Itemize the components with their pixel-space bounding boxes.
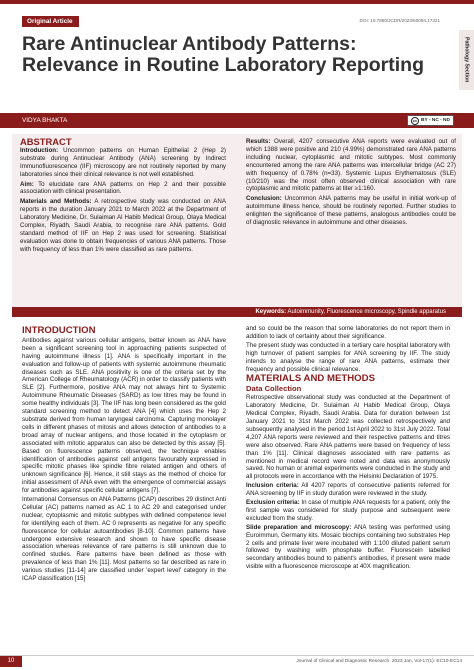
introduction-continued: and so could be the reason that some laboratories do not report them in addition to lack of certainty about their significance. — [246, 325, 450, 340]
abstract-left-column — [20, 138, 226, 256]
section-side-tab-label: Pathology Section — [463, 37, 470, 83]
abstract-results-text: Overall, 4207 consecutive ANA reports were evaluated out of which 1388 were positive and 210 (4.99%) demonstrated rare ANA patterns including nuclear, cytoplasmic and mitotic subtypes. Most commonly encountered among the rare ANA patterns was intercellular bridge (AC 27) with frequency of 0.78% (n=33). Systemic Lupus Erythematosus (SLE) (10/210) was the most often observed clinical association with rare cytoplasmic and mitotic patterns at titer ≥1:160. — [246, 138, 456, 193]
abstract-aim-label: Aim: — [20, 180, 34, 188]
exclusion-criteria-text: In case of multiple ANA requests for a patient, only the first sample was considered for study purpose and subsequent were excluded from the study. — [246, 499, 450, 522]
page-number: 10 — [0, 656, 22, 667]
abstract-conclusion-label: Conclusion: — [246, 195, 282, 203]
abstract-introduction-label: Introduction: — [20, 146, 59, 154]
journal-citation: Journal of Clinical and Diagnostic Research. 2023 Jan, Vol-17(1): EC10-EC14 — [296, 659, 462, 664]
slide-preparation — [246, 524, 450, 571]
study-purpose-paragraph: The present study was conducted in a tertiary care hospital laboratory with high turnover of patient samples for ANA screening by IIF. The study intends to analyse the range of rare ANA patterns, estimate their frequency and possible clinical relevance. — [246, 341, 450, 373]
abstract-results-label: Results: — [246, 138, 271, 145]
abstract-conclusion-text: Uncommon ANA patterns may be useful in initial work-up of autoimmune illness hence, should be routinely reported. Further studies to enlighten the significance of these patterns, analogous antibodies could be of diagnostic relevance in autoimmune and other diseases. — [246, 195, 456, 227]
article-type-label: Original Article — [22, 16, 79, 27]
keywords-text: Autoimmunity, Fluorescence microscopy, Spindle apparatus — [287, 308, 446, 315]
inclusion-criteria — [246, 482, 450, 498]
doi-text[interactable]: DOI: 10.7860/JCDR/2023/60094.17321 — [359, 18, 440, 23]
abstract-right-column — [246, 138, 456, 229]
data-collection-paragraph: Retrospective observational study was conducted at the Department of Laboratory Medicine, Dr. Sulaiman Al Habib Medical Group, Olaya Medical Complex, Riyadh, Saudi Arabia. Data for duration between 1st January 2021 to 31st March 2022 was collected retrospectively and subsequently analysed in the period 1st April 2022 to 31st July 2022. Total 4,207 ANA reports were reviewed and their respective patterns and titres were also observed. Rare ANA patterns were based on frequency of less than 1% [11]. Clinical diagnoses associated with rare patterns as mentioned in medical record were noted and data was anonymously saved. No human or animal experiments were conducted in the study and all protocols were in accordance with the Helsinki Declaration of 1975. — [246, 394, 450, 481]
footer-divider — [0, 655, 474, 656]
introduction-heading: INTRODUCTION — [22, 325, 96, 336]
body-right-column — [246, 325, 450, 572]
abstract-conclusion — [246, 195, 456, 227]
body-left-column — [22, 325, 226, 584]
keywords — [255, 309, 446, 315]
abstract-methods-text: A retrospective study was conducted on ANA reports in the duration January 2021 to March 2022 at the Department of Laboratory Medicine, Dr. Sulaiman Al Habib Medical Group, Olaya Medical Complex, Riyadh, Saudi Arabia, to recognise rare ANA patterns. Gold standard method of IIF on Hep 2 was used for screening. Statistical evaluation was done to obtain frequencies of various ANA patterns. Those with frequency of less than 1% were classified as rare patterns. — [20, 198, 226, 253]
section-side-tab — [459, 30, 474, 90]
abstract-aim — [20, 181, 226, 197]
keywords-label: Keywords: — [255, 308, 287, 315]
abstract-results — [246, 138, 456, 193]
slide-preparation-label: Slide preparation and microscopy: — [246, 523, 352, 531]
introduction-paragraph-1: Antibodies against various cellular antigens, better known as ANA have been a significant screening tool in approaching patients suspected of having autoimmune illness [1]. ANA is specifically important in the evaluation and follow-up of patients with systemic autoimmune rheumatic diseases such as SLE. ANA positivity is one of the criteria set by the American College of Rheumatology (ACR) in order to classify patients with SLE [2]. Furthermore, positive ANA may not always hint to Systemic Autoimmune Rheumatic Diseases (SARD) as low titres may be found in some healthy individuals [3]. The IIF has long been considered as the gold standard screening method to detect ANA [4] which uses the Hep 2 substrate derived from human laryngeal carcinoma. Capturing monolayer cells in different phases of mitosis and allows detection of antibodies to a broad array of nuclear antigens, and those located in the cytoplasm or associated with mitotic apparatus can also be detected by this assay [5]. Based on fluorescence patterns observed, the technique enables identification of antibodies against cell antigens favourably expressed in specific mitotic phases like spindle fibre related antigen and others of unknown significance [6]. Hence, it still stays as the method of choice for initial assessment of ANA even with the emergence of commercial assays for antibodies against specific cellular antigens [7]. — [22, 336, 226, 495]
keywords-band — [12, 307, 462, 317]
author-name: VIDYA BHAKTA — [22, 117, 68, 124]
introduction-paragraph-2: International Consensus on ANA Patterns (ICAP) describes 29 distinct Anti Cellular (AC) patterns named as AC 1 to AC 29 and categorised under nuclear, cytoplasmic and mitotic subtypes with defined competence level for identifying each of them. AC 0 represents as negative for any specific fluorescence for cellular autoantibodies [8-10]. Common patterns have undergone extensive research and shown to have specific disease association whereas relevance of rare patterns is still unknown due to confined studies. Rare patterns have been defined as those with prevalence of less than 1% [11]. Most patterns so far described as rare in various studies [11-14] are classified under 'expert level' category in the ICAP classification [15] — [22, 496, 226, 583]
article-title: Rare Antinuclear Antibody Patterns: Relevance in Routine Laboratory Reporting — [22, 33, 424, 76]
slide-preparation-text: ANA testing was performed using Euroimmun, Germany kits. Mosaic biochips containing two substrates Hep 2 cells and primate liver were incubated with 1:100 diluted patient serum followed by washing with phosphate buffer. Fluorescein labelled secondary antibodies bound to patient's antibodies, if present were made visible with a fluorescence microscope at 40X magnification. — [246, 523, 450, 571]
license-badge[interactable] — [407, 115, 454, 126]
abstract-introduction — [20, 147, 226, 179]
abstract-methods — [20, 198, 226, 253]
inclusion-criteria-label: Inclusion criteria: — [246, 482, 299, 490]
abstract-introduction-text: Uncommon patterns on Human Epithelial 2 (Hep 2) substrate during Antinuclear Antibody (ANA) screening by Indirect Immunofluorescence (IIF) microscopy are not routinely reported by many laboratories since their clinical relevance is not well established. — [20, 146, 226, 178]
license-text: BY - NC - ND — [421, 118, 450, 123]
abstract-methods-label: Materials and Methods: — [20, 198, 92, 206]
data-collection-heading: Data Collection — [246, 384, 302, 394]
exclusion-criteria-label: Exclusion criteria: — [246, 499, 300, 507]
abstract-box — [12, 134, 462, 316]
creative-commons-icon: cc — [412, 117, 418, 123]
author-band — [0, 113, 474, 128]
top-accent-strip — [0, 0, 474, 4]
abstract-aim-text: To elucidate rare ANA patterns on Hep 2 and their possible association with clinical presentation. — [20, 180, 226, 196]
materials-methods-heading: MATERIALS AND METHODS — [246, 373, 375, 385]
inclusion-criteria-text: All 4207 reports of consecutive patients referred for ANA screening by IIF in study duration were reviewed in the study. — [246, 482, 450, 498]
exclusion-criteria — [246, 499, 450, 523]
abstract-heading: ABSTRACT — [20, 136, 72, 147]
